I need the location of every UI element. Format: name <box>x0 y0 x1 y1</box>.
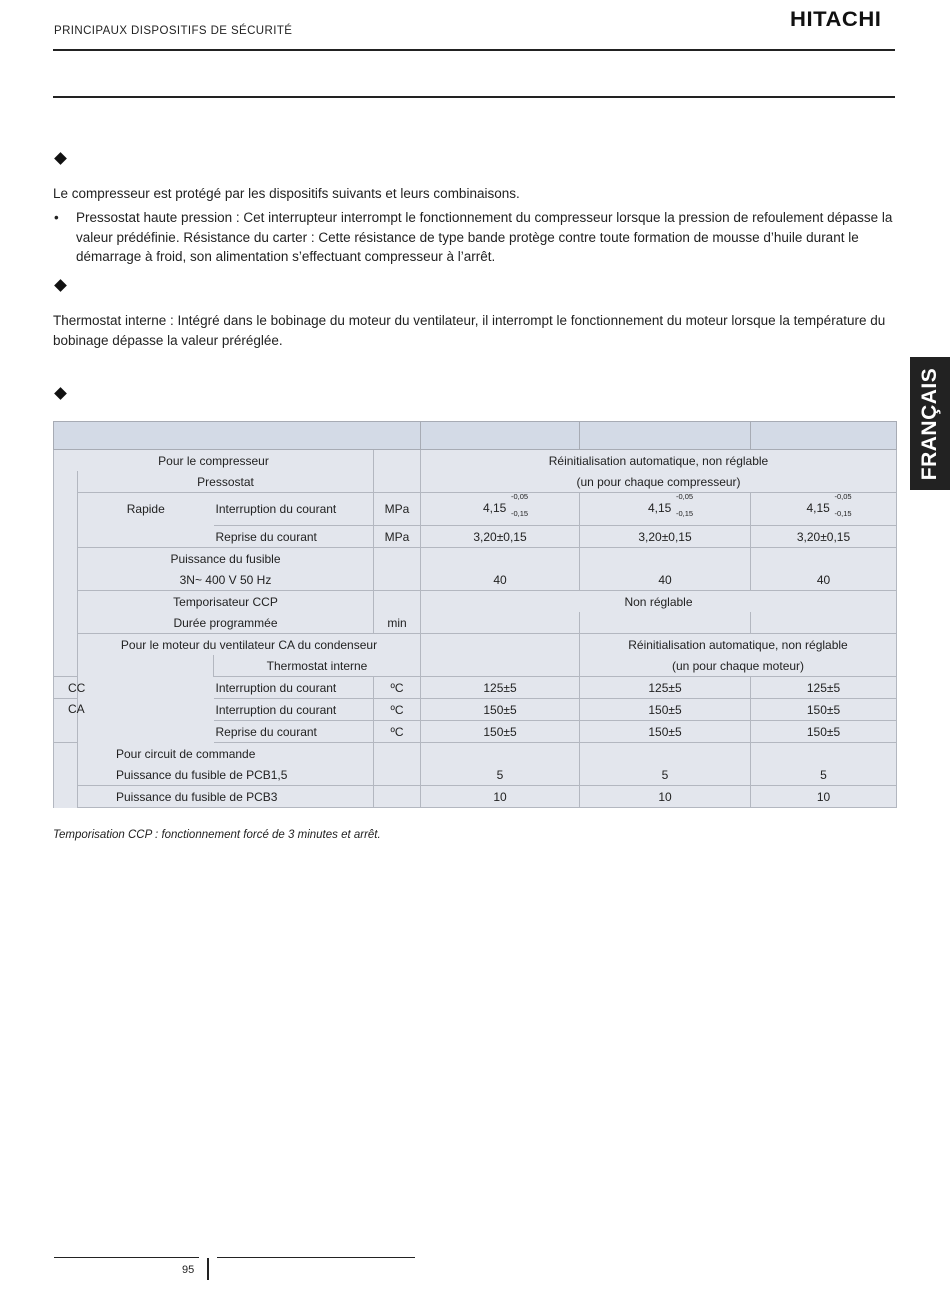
cut-out-value: 4,15 -0,05 -0,15 <box>751 493 897 526</box>
ccp-setting: Non réglable <box>421 591 897 613</box>
cut-in-label: Reprise du courant <box>214 721 374 743</box>
table-row <box>54 471 897 493</box>
table-header-row <box>54 422 897 450</box>
bullet-symbol: • <box>54 210 59 225</box>
table-row <box>54 634 897 656</box>
unit-cell <box>374 743 421 765</box>
cc-cut-out-value: 125±5 <box>421 677 580 699</box>
pcb3-fuse-value: 10 <box>580 786 751 808</box>
pcb3-fuse-value: 10 <box>421 786 580 808</box>
ca-cut-out-value: 150±5 <box>421 699 580 721</box>
cut-out-value: 4,15 -0,05 -0,15 <box>580 493 751 526</box>
diamond-bullet-icon <box>54 152 67 165</box>
table-row <box>54 764 897 786</box>
pcb15-fuse-label: Puissance du fusible de PCB1,5 <box>78 764 374 786</box>
control-circuit-title: Pour circuit de commande <box>54 743 374 765</box>
page-number: 95 <box>182 1264 195 1276</box>
unit-mpa: MPa <box>374 526 421 548</box>
language-tab-label: FRANÇAIS <box>918 367 941 480</box>
table-row <box>54 591 897 613</box>
table-left-margin <box>54 471 78 677</box>
pcb15-fuse-value: 5 <box>751 764 897 786</box>
auto-reset-text: Réinitialisation automatique, non réglable <box>421 450 897 472</box>
ccp-duration-label: Durée programmée <box>78 612 374 634</box>
blank-cell <box>580 548 751 570</box>
diamond-bullet-icon <box>54 279 67 292</box>
cc-cut-out-value: 125±5 <box>751 677 897 699</box>
unit-cell <box>374 450 421 493</box>
header-cell <box>751 422 897 450</box>
footer-rule-right <box>217 1257 415 1258</box>
table-row <box>54 493 897 526</box>
internal-thermostat-label: Thermostat interne <box>214 655 421 677</box>
unit-cell <box>374 786 421 808</box>
cut-in-value: 3,20±0,15 <box>751 526 897 548</box>
ca-cut-in-value: 150±5 <box>421 721 580 743</box>
pcb15-fuse-value: 5 <box>421 764 580 786</box>
ccp-title: Temporisateur CCP <box>78 591 374 613</box>
unit-cell <box>421 634 580 677</box>
cut-out-label: Interruption du courant <box>214 493 374 526</box>
brand-logo: HITACHI <box>790 8 882 31</box>
ca-label: CA <box>54 699 78 743</box>
footer-divider <box>207 1258 209 1280</box>
fan-auto-reset-text: Réinitialisation automatique, non réglable <box>580 634 897 656</box>
unit-cell <box>374 764 421 786</box>
table-row <box>54 743 897 765</box>
running-header-title: PRINCIPAUX DISPOSITIFS DE SÉCURITÉ <box>54 25 293 37</box>
ca-cut-in-value: 150±5 <box>751 721 897 743</box>
compressor-title: Pour le compresseur <box>54 450 374 472</box>
cut-out-value: 4,15 -0,05 -0,15 <box>421 493 580 526</box>
blank-cell <box>580 743 751 765</box>
cut-out-label: Interruption du courant <box>214 699 374 721</box>
header-cell <box>580 422 751 450</box>
fan-motor-title: Pour le moteur du ventilateur CA du condenseur <box>78 634 421 656</box>
pcb15-fuse-value: 5 <box>580 764 751 786</box>
table-row <box>54 548 897 570</box>
unit-cell <box>374 548 421 591</box>
pcb3-fuse-label: Puissance du fusible de PCB3 <box>78 786 374 808</box>
ca-cut-out-value: 150±5 <box>580 699 751 721</box>
blank-cell <box>751 548 897 570</box>
cut-in-value: 3,20±0,15 <box>580 526 751 548</box>
safety-devices-table <box>53 421 897 808</box>
table-left-margin <box>54 764 78 808</box>
unit-celsius: ºC <box>374 721 421 743</box>
unit-celsius: ºC <box>374 699 421 721</box>
per-compressor-text: (un pour chaque compresseur) <box>421 471 897 493</box>
header-cell <box>54 422 421 450</box>
unit-cell <box>374 591 421 613</box>
blank-cell <box>421 612 580 634</box>
pcb3-fuse-value: 10 <box>751 786 897 808</box>
blank-cell <box>421 548 580 570</box>
section-rule <box>53 96 895 98</box>
footer-rule-left <box>54 1257 199 1258</box>
rapide-label: Rapide <box>78 493 214 548</box>
cut-in-label: Reprise du courant <box>214 526 374 548</box>
ca-cut-in-value: 150±5 <box>580 721 751 743</box>
per-motor-text: (un pour chaque moteur) <box>580 655 897 677</box>
table-footnote: Temporisation CCP : fonctionnement forcé de 3 minutes et arrêt. <box>53 829 381 841</box>
compressor-intro-text: Le compresseur est protégé par les dispositifs suivants et leurs combinaisons. <box>53 186 520 201</box>
table-row <box>54 612 897 634</box>
unit-min: min <box>374 612 421 634</box>
fuse-value: 40 <box>580 569 751 591</box>
fuse-value: 40 <box>421 569 580 591</box>
fuse-value: 40 <box>751 569 897 591</box>
header-rule <box>53 49 895 51</box>
unit-celsius: ºC <box>374 677 421 699</box>
internal-thermostat-text: Thermostat interne : Intégré dans le bobinage du moteur du ventilateur, il interrompt le fonctionnement du moteur lorsque la température du bobinage dépasse la valeur préréglée. <box>53 313 886 348</box>
cc-cut-out-value: 125±5 <box>580 677 751 699</box>
language-tab <box>910 357 950 490</box>
cut-out-label: Interruption du courant <box>214 677 374 699</box>
table-row <box>54 569 897 591</box>
pressure-switch-text: Pressostat haute pression : Cet interrupteur interrompt le fonctionnement du compresseur lorsque la pression de refoulement dépasse la valeur prédéfinie. Résistance du carter : Cette résistance de type bande protège contre toute formation de mousse d’huile durant le démarrage à froid, son alimentation s’effectuant compresseur à l’arrêt. <box>76 210 893 264</box>
blank-cell <box>751 612 897 634</box>
table-row <box>54 450 897 472</box>
header-cell <box>421 422 580 450</box>
ca-cut-out-value: 150±5 <box>751 699 897 721</box>
diamond-bullet-icon <box>54 387 67 400</box>
fuse-title: Puissance du fusible <box>78 548 374 570</box>
blank-cell <box>751 743 897 765</box>
fuse-supply-label: 3N~ 400 V 50 Hz <box>78 569 374 591</box>
unit-mpa: MPa <box>374 493 421 526</box>
cc-label: CC <box>54 677 78 699</box>
pressostat-label: Pressostat <box>78 471 374 493</box>
cut-in-value: 3,20±0,15 <box>421 526 580 548</box>
table-row <box>54 786 897 808</box>
blank-cell <box>421 743 580 765</box>
blank-cell <box>580 612 751 634</box>
